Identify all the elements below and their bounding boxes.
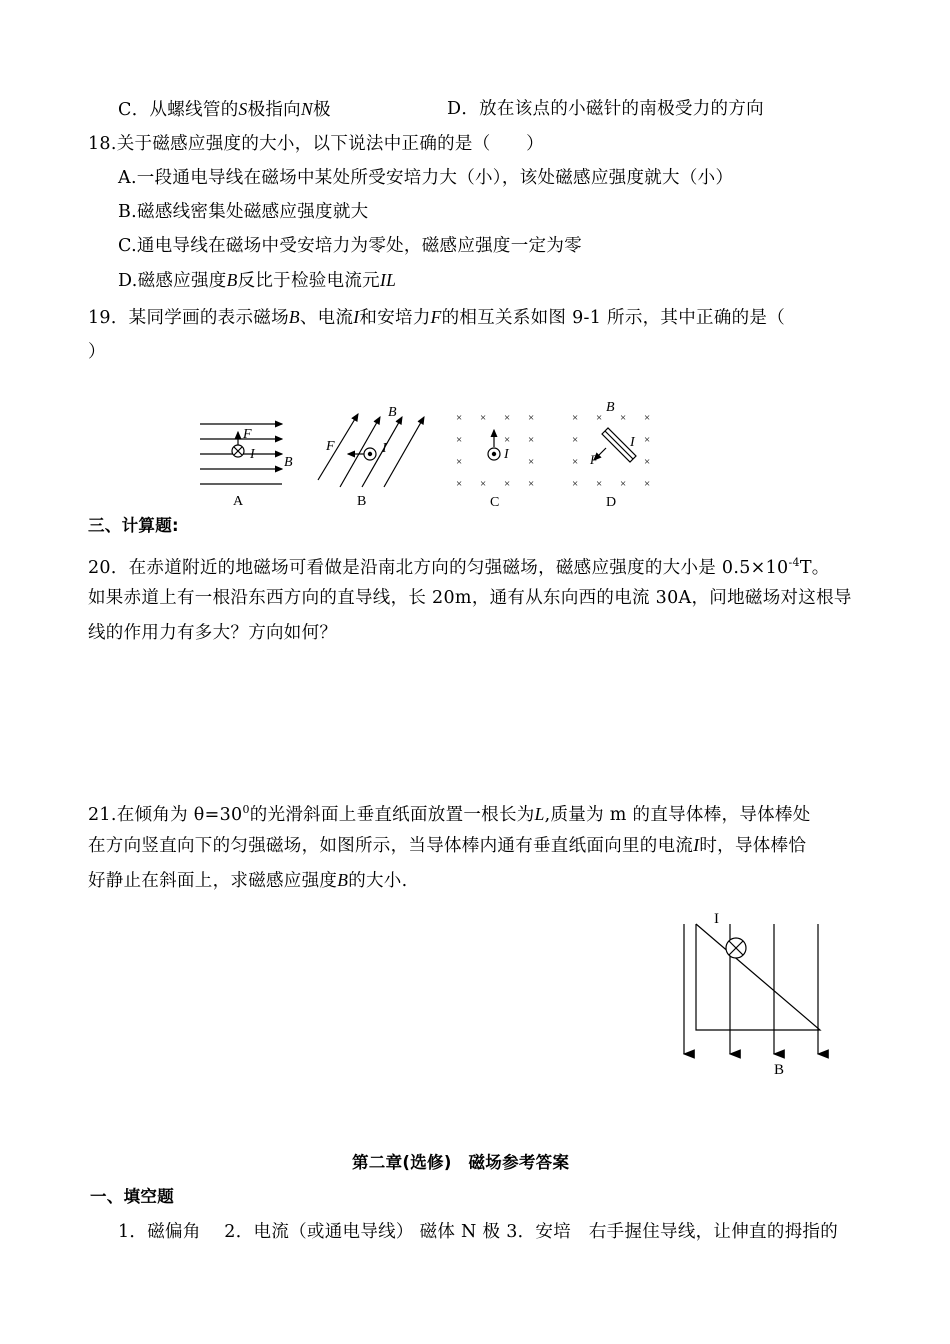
q19-stem-end: ） <box>88 342 106 362</box>
q18-stem: 18.关于磁感应强度的大小，以下说法中正确的是（ ） <box>88 134 544 154</box>
q19-stem: 19．某同学画的表示磁场B、电流I和安培力F的相互关系如图 9-1 所示，其中正确的是（ <box>88 307 786 328</box>
svg-text:×: × <box>644 478 651 490</box>
q17-option-d: D．放在该点的小磁针的南极受力的方向 <box>447 99 764 119</box>
svg-text:×: × <box>528 412 535 424</box>
q21-line-3: 好静止在斜面上，求磁感应强度B的大小. <box>88 870 408 891</box>
diagram-d <box>572 412 650 490</box>
svg-text:×: × <box>644 456 651 468</box>
label-f-d: F <box>590 452 598 467</box>
q21-line-1: 21.在倾角为 $\theta=30^0$的光滑斜面上垂直纸面放置一根长为L,质量为 m 的直导体棒，导体棒处 <box>88 803 811 825</box>
label-current-i: I <box>714 911 719 927</box>
answers-title: 第二章(选修) 磁场参考答案 <box>352 1153 570 1172</box>
label-b-b: B <box>388 405 397 420</box>
q21-figure <box>670 906 840 1081</box>
figure-label-a: A <box>233 494 244 509</box>
svg-text:×: × <box>572 478 579 490</box>
q20-line-1: 20．在赤道附近的地磁场可看做是沿南北方向的匀强磁场，磁感应强度的大小是 $0.5\times 10^{-4}T$。 <box>88 556 830 578</box>
svg-text:×: × <box>456 456 463 468</box>
svg-text:×: × <box>528 478 535 490</box>
figure-label-d: D <box>606 495 617 510</box>
svg-text:×: × <box>528 434 535 446</box>
figure-label-c: C <box>490 495 500 510</box>
svg-text:×: × <box>528 456 535 468</box>
svg-text:×: × <box>596 478 603 490</box>
svg-text:×: × <box>572 434 579 446</box>
svg-text:×: × <box>504 478 511 490</box>
q18-option-c: C.通电导线在磁场中受安培力为零处，磁感应强度一定为零 <box>118 236 582 256</box>
svg-text:×: × <box>480 412 487 424</box>
q18-option-a: A.一段通电导线在磁场中某处所受安培力大（小），该处磁感应强度就大（小） <box>118 168 734 188</box>
q18-option-b: B.磁感线密集处磁感应强度就大 <box>118 202 369 222</box>
label-b-d: B <box>606 400 615 415</box>
svg-text:×: × <box>504 434 511 446</box>
svg-text:×: × <box>572 456 579 468</box>
q18-option-d: D.磁感应强度B反比于检验电流元IL <box>118 270 397 291</box>
figure-label-b: B <box>357 494 367 509</box>
answers-section-fill: 一、填空题 <box>90 1187 174 1206</box>
label-i-b: I <box>382 441 387 456</box>
q19-figure <box>190 392 670 516</box>
svg-text:×: × <box>596 412 603 424</box>
svg-text:×: × <box>456 412 463 424</box>
label-f-b: F <box>326 439 335 454</box>
label-f-a: F <box>243 427 252 442</box>
svg-text:×: × <box>456 434 463 446</box>
svg-text:×: × <box>480 478 487 490</box>
q21-line-2: 在方向竖直向下的匀强磁场，如图所示，当导体棒内通有垂直纸面向里的电流I时，导体棒恰 <box>88 835 807 856</box>
label-i-c: I <box>504 447 509 462</box>
label-b-a: B <box>284 455 293 470</box>
answers-line-1: 1．磁偏角 2．电流（或通电导线） 磁体 N 极 3．安培 右手握住导线，让伸直的拇指的 <box>118 1222 839 1242</box>
section-heading-calc: 三、计算题: <box>88 516 179 535</box>
label-field-b: B <box>774 1062 785 1078</box>
svg-text:×: × <box>572 412 579 424</box>
q17-option-c: C．从螺线管的S极指向N极 <box>118 99 331 120</box>
diagram-a <box>200 424 282 484</box>
svg-text:×: × <box>620 478 627 490</box>
svg-text:×: × <box>644 434 651 446</box>
svg-text:×: × <box>456 478 463 490</box>
q20-line-2: 如果赤道上有一根沿东西方向的直导线，长 20m，通有从东向西的电流 30A，问地磁场对这根导 <box>88 588 852 608</box>
svg-text:×: × <box>620 412 627 424</box>
svg-text:×: × <box>504 412 511 424</box>
label-i-a: I <box>250 447 255 462</box>
q20-line-3: 线的作用力有多大？方向如何？ <box>88 623 338 643</box>
svg-text:×: × <box>644 412 651 424</box>
label-i-d: I <box>630 435 635 450</box>
